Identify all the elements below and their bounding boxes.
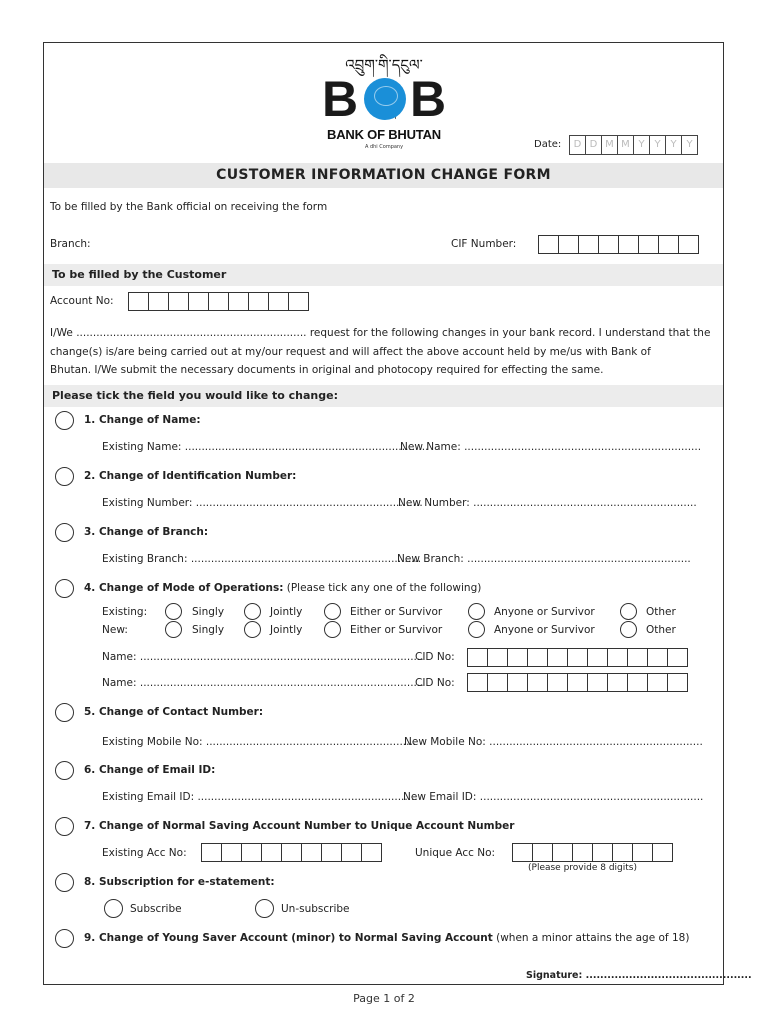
digit-box[interactable] [228, 292, 249, 311]
digit-box[interactable] [552, 843, 573, 862]
digit-box[interactable] [281, 843, 302, 862]
digit-box[interactable] [652, 843, 673, 862]
option-label: Either or Survivor [350, 624, 443, 636]
change-email-checkbox[interactable] [55, 761, 74, 780]
digit-box[interactable] [678, 235, 699, 254]
unsubscribe-radio[interactable] [255, 899, 274, 918]
change-mode-checkbox[interactable] [55, 579, 74, 598]
unique-acc-hint: (Please provide 8 digits) [528, 863, 637, 873]
digit-box[interactable] [612, 843, 633, 862]
change-account-title: 7. Change of Normal Saving Account Number to Unique Account Number [84, 820, 515, 832]
unique-acc-field[interactable] [513, 843, 673, 862]
date-box[interactable]: D [569, 135, 586, 155]
digit-box[interactable] [558, 235, 579, 254]
digit-box[interactable] [527, 648, 548, 667]
digit-box[interactable] [627, 648, 648, 667]
bob-logo [322, 71, 447, 127]
digit-box[interactable] [221, 843, 242, 862]
digit-box[interactable] [587, 648, 608, 667]
option-label: Either or Survivor [350, 606, 443, 618]
globe-icon [364, 78, 406, 120]
digit-box[interactable] [658, 235, 679, 254]
unsubscribe-label: Un-subscribe [281, 903, 350, 915]
digit-box[interactable] [547, 648, 568, 667]
option-label: Jointly [270, 624, 303, 636]
holder-name-field[interactable]: Name: ..................................................................................... [102, 677, 424, 689]
existing-mobile-field[interactable]: Existing Mobile No: ............................................................... [102, 736, 417, 748]
date-label: Date: [534, 139, 562, 150]
new-email-field[interactable]: New Email ID: ................................................................... [403, 791, 704, 803]
form-title: CUSTOMER INFORMATION CHANGE FORM [44, 163, 723, 188]
change-contact-checkbox[interactable] [55, 703, 74, 722]
new-other-radio[interactable] [620, 621, 637, 638]
digit-box[interactable] [607, 648, 628, 667]
change-branch-checkbox[interactable] [55, 523, 74, 542]
mode-new-label: New: [102, 624, 128, 636]
change-account-checkbox[interactable] [55, 817, 74, 836]
young-saver-title-row [84, 932, 689, 944]
option-label: Singly [192, 624, 225, 636]
existing-singly-radio[interactable] [165, 603, 182, 620]
tibetan-title: འབྲུག་གི་དངུལ་ [345, 56, 423, 74]
dhi-note: A dhi Company [364, 144, 404, 150]
digit-box[interactable] [168, 292, 189, 311]
cid-label: CID No: [415, 651, 455, 663]
digit-box[interactable] [647, 673, 668, 692]
change-mode-title-row [84, 582, 481, 594]
estatement-title: 8. Subscription for e-statement: [84, 876, 275, 888]
change-id-title: 2. Change of Identification Number: [84, 470, 297, 482]
cif-number-field[interactable] [539, 235, 699, 254]
existing-either-radio[interactable] [324, 603, 341, 620]
digit-box[interactable] [248, 292, 269, 311]
digit-box[interactable] [288, 292, 309, 311]
digit-box[interactable] [607, 673, 628, 692]
young-saver-title: 9. Change of Young Saver Account (minor) to Normal Saving Account [84, 932, 493, 944]
holder-name-field[interactable]: Name: ..................................................................................... [102, 651, 424, 663]
change-mode-note: (Please tick any one of the following) [286, 582, 482, 594]
digit-box[interactable] [647, 648, 668, 667]
digit-box[interactable] [527, 673, 548, 692]
digit-box[interactable] [587, 673, 608, 692]
existing-anyone-radio[interactable] [468, 603, 485, 620]
form-frame [43, 42, 752, 985]
estatement-checkbox[interactable] [55, 873, 74, 892]
new-anyone-radio[interactable] [468, 621, 485, 638]
cif-label: CIF Number: [451, 238, 517, 250]
change-contact-title: 5. Change of Contact Number: [84, 706, 264, 718]
digit-box[interactable] [487, 648, 508, 667]
declaration-line: change(s) is/are being carried out at my/our request and will affect the above account held by me/us with Bank of [50, 345, 651, 358]
digit-box[interactable] [261, 843, 282, 862]
digit-box[interactable] [467, 648, 488, 667]
digit-box[interactable] [638, 235, 659, 254]
digit-box[interactable] [572, 843, 593, 862]
change-id-checkbox[interactable] [55, 467, 74, 486]
digit-box[interactable] [632, 843, 653, 862]
account-number-field[interactable] [129, 292, 309, 311]
cid-number-field[interactable] [468, 673, 688, 692]
digit-box[interactable] [627, 673, 648, 692]
existing-acc-label: Existing Acc No: [102, 847, 187, 859]
bank-official-note: To be filled by the Bank official on receiving the form [50, 201, 328, 213]
young-saver-note: (when a minor attains the age of 18) [496, 932, 690, 944]
tick-section-heading: Please tick the field you would like to change: [44, 385, 723, 407]
subscribe-label: Subscribe [130, 903, 182, 915]
digit-box[interactable] [567, 673, 588, 692]
declaration-line: I/We ..................................................................... request for the following changes in your bank record. I understand that the [50, 327, 711, 339]
new-jointly-radio[interactable] [244, 621, 261, 638]
unique-acc-label: Unique Acc No: [415, 847, 496, 859]
existing-name-field[interactable]: Existing Name: ......................................................................... [102, 441, 429, 453]
logo-letter-left: B [322, 71, 359, 127]
digit-box[interactable] [592, 843, 613, 862]
account-no-label: Account No: [50, 295, 114, 307]
existing-number-field[interactable]: Existing Number: .................................................................... [102, 497, 423, 509]
change-branch-title: 3. Change of Branch: [84, 526, 209, 538]
declaration [50, 324, 720, 380]
signature-field[interactable]: Signature: .............................................. [526, 970, 752, 981]
digit-box[interactable] [268, 292, 289, 311]
option-label: Other [646, 606, 676, 618]
option-label: Singly [192, 606, 225, 618]
mode-existing-label: Existing: [102, 606, 148, 618]
existing-jointly-radio[interactable] [244, 603, 261, 620]
digit-box[interactable] [321, 843, 342, 862]
logo-letter-right: B [410, 71, 447, 127]
date-box[interactable]: M [601, 135, 618, 155]
digit-box[interactable] [538, 235, 559, 254]
new-mobile-field[interactable]: New Mobile No: ................................................................ [404, 736, 703, 748]
declaration-line: Bhutan. I/We submit the necessary documents in original and photocopy required for effecting the same. [50, 364, 604, 376]
date-box[interactable]: Y [665, 135, 682, 155]
customer-section-heading: To be filled by the Customer [44, 264, 723, 286]
digit-box[interactable] [487, 673, 508, 692]
date-box[interactable]: D [585, 135, 602, 155]
option-label: Anyone or Survivor [494, 624, 595, 636]
change-mode-title: 4. Change of Mode of Operations: [84, 582, 284, 594]
branch-label: Branch: [50, 238, 91, 250]
new-name-field[interactable]: New Name: ....................................................................... [400, 441, 702, 453]
date-box[interactable]: Y [681, 135, 698, 155]
option-label: Anyone or Survivor [494, 606, 595, 618]
change-name-checkbox[interactable] [55, 411, 74, 430]
digit-box[interactable] [598, 235, 619, 254]
digit-box[interactable] [201, 843, 222, 862]
digit-box[interactable] [188, 292, 209, 311]
bank-name: BANK OF BHUTAN [327, 127, 441, 142]
date-box[interactable]: Y [649, 135, 666, 155]
digit-box[interactable] [301, 843, 322, 862]
digit-box[interactable] [467, 673, 488, 692]
digit-box[interactable] [361, 843, 382, 862]
option-label: Jointly [270, 606, 303, 618]
digit-box[interactable] [507, 648, 528, 667]
new-branch-field[interactable]: New Branch: ................................................................... [397, 553, 691, 565]
page-number: Page 1 of 2 [353, 992, 415, 1005]
digit-box[interactable] [532, 843, 553, 862]
cid-label: CID No: [415, 677, 455, 689]
digit-box[interactable] [148, 292, 169, 311]
subscribe-radio[interactable] [104, 899, 123, 918]
date-box[interactable]: Y [633, 135, 650, 155]
date-field[interactable] [570, 135, 698, 155]
digit-box[interactable] [578, 235, 599, 254]
digit-box[interactable] [667, 648, 688, 667]
digit-box[interactable] [128, 292, 149, 311]
date-box[interactable]: M [617, 135, 634, 155]
young-saver-checkbox[interactable] [55, 929, 74, 948]
digit-box[interactable] [507, 673, 528, 692]
new-number-field[interactable]: New Number: ................................................................... [398, 497, 697, 509]
digit-box[interactable] [667, 673, 688, 692]
digit-box[interactable] [241, 843, 262, 862]
cid-number-field[interactable] [468, 648, 688, 667]
new-either-radio[interactable] [324, 621, 341, 638]
existing-branch-field[interactable]: Existing Branch: ..................................................................... [102, 553, 422, 565]
digit-box[interactable] [341, 843, 362, 862]
digit-box[interactable] [567, 648, 588, 667]
existing-acc-field[interactable] [202, 843, 382, 862]
existing-other-radio[interactable] [620, 603, 637, 620]
option-label: Other [646, 624, 676, 636]
digit-box[interactable] [547, 673, 568, 692]
change-name-title: 1. Change of Name: [84, 414, 201, 426]
digit-box[interactable] [512, 843, 533, 862]
existing-email-field[interactable]: Existing Email ID: .................................................................. [102, 791, 418, 803]
digit-box[interactable] [618, 235, 639, 254]
new-singly-radio[interactable] [165, 621, 182, 638]
change-email-title: 6. Change of Email ID: [84, 764, 216, 776]
digit-box[interactable] [208, 292, 229, 311]
